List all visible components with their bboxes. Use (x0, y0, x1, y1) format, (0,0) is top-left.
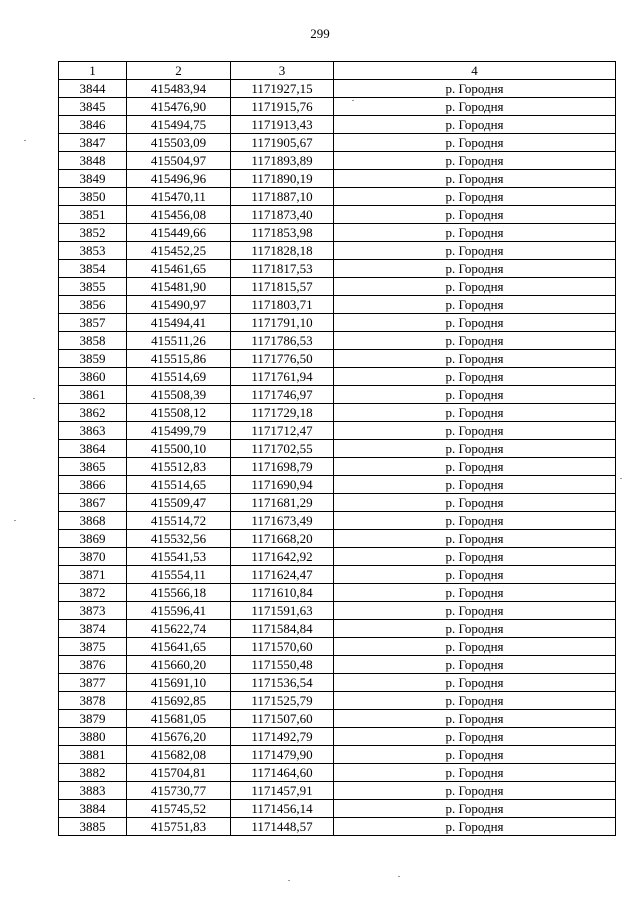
x-coordinate-cell: 415508,12 (127, 404, 231, 422)
y-coordinate-cell: 1171464,60 (231, 764, 334, 782)
description-cell: р. Городня (334, 368, 616, 386)
description-cell: р. Городня (334, 296, 616, 314)
description-cell: р. Городня (334, 674, 616, 692)
table-row (59, 368, 616, 386)
point-number-cell: 3882 (59, 764, 127, 782)
table-row (59, 602, 616, 620)
y-coordinate-cell: 1171456,14 (231, 800, 334, 818)
table-row (59, 422, 616, 440)
table-row (59, 386, 616, 404)
x-coordinate-cell: 415566,18 (127, 584, 231, 602)
x-coordinate-cell: 415514,65 (127, 476, 231, 494)
table-row (59, 746, 616, 764)
table-row (59, 440, 616, 458)
table-row (59, 404, 616, 422)
scan-speck (398, 876, 400, 877)
x-coordinate-cell: 415494,41 (127, 314, 231, 332)
point-number-cell: 3858 (59, 332, 127, 350)
x-coordinate-cell: 415481,90 (127, 278, 231, 296)
x-coordinate-cell: 415532,56 (127, 530, 231, 548)
y-coordinate-cell: 1171525,79 (231, 692, 334, 710)
x-coordinate-cell: 415730,77 (127, 782, 231, 800)
description-cell: р. Городня (334, 692, 616, 710)
point-number-cell: 3864 (59, 440, 127, 458)
y-coordinate-cell: 1171479,90 (231, 746, 334, 764)
point-number-cell: 3850 (59, 188, 127, 206)
table-row (59, 458, 616, 476)
point-number-cell: 3875 (59, 638, 127, 656)
x-coordinate-cell: 415682,08 (127, 746, 231, 764)
point-number-cell: 3873 (59, 602, 127, 620)
x-coordinate-cell: 415622,74 (127, 620, 231, 638)
description-cell: р. Городня (334, 278, 616, 296)
point-number-cell: 3851 (59, 206, 127, 224)
table-body (59, 80, 616, 836)
y-coordinate-cell: 1171786,53 (231, 332, 334, 350)
table-row (59, 512, 616, 530)
y-coordinate-cell: 1171815,57 (231, 278, 334, 296)
point-number-cell: 3853 (59, 242, 127, 260)
y-coordinate-cell: 1171507,60 (231, 710, 334, 728)
table-row (59, 566, 616, 584)
y-coordinate-cell: 1171746,97 (231, 386, 334, 404)
table-row (59, 638, 616, 656)
y-coordinate-cell: 1171673,49 (231, 512, 334, 530)
description-cell: р. Городня (334, 80, 616, 98)
y-coordinate-cell: 1171550,48 (231, 656, 334, 674)
description-cell: р. Городня (334, 494, 616, 512)
y-coordinate-cell: 1171448,57 (231, 818, 334, 836)
x-coordinate-cell: 415503,09 (127, 134, 231, 152)
table-row (59, 350, 616, 368)
y-coordinate-cell: 1171887,10 (231, 188, 334, 206)
x-coordinate-cell: 415745,52 (127, 800, 231, 818)
x-coordinate-cell: 415691,10 (127, 674, 231, 692)
table-row (59, 584, 616, 602)
table-row (59, 296, 616, 314)
point-number-cell: 3869 (59, 530, 127, 548)
y-coordinate-cell: 1171690,94 (231, 476, 334, 494)
point-number-cell: 3854 (59, 260, 127, 278)
scan-speck (33, 398, 35, 399)
description-cell: р. Городня (334, 332, 616, 350)
x-coordinate-cell: 415452,25 (127, 242, 231, 260)
x-coordinate-cell: 415476,90 (127, 98, 231, 116)
description-cell: р. Городня (334, 116, 616, 134)
y-coordinate-cell: 1171828,18 (231, 242, 334, 260)
point-number-cell: 3871 (59, 566, 127, 584)
y-coordinate-cell: 1171915,76 (231, 98, 334, 116)
point-number-cell: 3881 (59, 746, 127, 764)
scan-speck (14, 520, 16, 521)
x-coordinate-cell: 415470,11 (127, 188, 231, 206)
point-number-cell: 3865 (59, 458, 127, 476)
description-cell: р. Городня (334, 224, 616, 242)
scan-speck (352, 100, 354, 101)
y-coordinate-cell: 1171702,55 (231, 440, 334, 458)
table-row (59, 278, 616, 296)
point-number-cell: 3844 (59, 80, 127, 98)
description-cell: р. Городня (334, 512, 616, 530)
scan-speck (288, 880, 290, 881)
x-coordinate-cell: 415554,11 (127, 566, 231, 584)
y-coordinate-cell: 1171492,79 (231, 728, 334, 746)
x-coordinate-cell: 415504,97 (127, 152, 231, 170)
y-coordinate-cell: 1171817,53 (231, 260, 334, 278)
description-cell: р. Городня (334, 530, 616, 548)
table-row (59, 764, 616, 782)
point-number-cell: 3848 (59, 152, 127, 170)
description-cell: р. Городня (334, 656, 616, 674)
point-number-cell: 3867 (59, 494, 127, 512)
x-coordinate-cell: 415704,81 (127, 764, 231, 782)
description-cell: р. Городня (334, 764, 616, 782)
table-row (59, 494, 616, 512)
point-number-cell: 3856 (59, 296, 127, 314)
table-row (59, 800, 616, 818)
description-cell: р. Городня (334, 422, 616, 440)
description-cell: р. Городня (334, 134, 616, 152)
table-row (59, 242, 616, 260)
table-row (59, 476, 616, 494)
description-cell: р. Городня (334, 728, 616, 746)
table-row (59, 818, 616, 836)
description-cell: р. Городня (334, 620, 616, 638)
y-coordinate-cell: 1171698,79 (231, 458, 334, 476)
table-row (59, 728, 616, 746)
description-cell: р. Городня (334, 566, 616, 584)
table-row (59, 98, 616, 116)
y-coordinate-cell: 1171668,20 (231, 530, 334, 548)
y-coordinate-cell: 1171776,50 (231, 350, 334, 368)
table-row (59, 134, 616, 152)
table-row (59, 332, 616, 350)
description-cell: р. Городня (334, 350, 616, 368)
table-row (59, 152, 616, 170)
x-coordinate-cell: 415514,72 (127, 512, 231, 530)
point-number-cell: 3861 (59, 386, 127, 404)
description-cell: р. Городня (334, 710, 616, 728)
table-row (59, 530, 616, 548)
y-coordinate-cell: 1171610,84 (231, 584, 334, 602)
x-coordinate-cell: 415496,96 (127, 170, 231, 188)
description-cell: р. Городня (334, 638, 616, 656)
x-coordinate-cell: 415508,39 (127, 386, 231, 404)
y-coordinate-cell: 1171457,91 (231, 782, 334, 800)
y-coordinate-cell: 1171681,29 (231, 494, 334, 512)
description-cell: р. Городня (334, 206, 616, 224)
description-cell: р. Городня (334, 242, 616, 260)
y-coordinate-cell: 1171591,63 (231, 602, 334, 620)
x-coordinate-cell: 415461,65 (127, 260, 231, 278)
x-coordinate-cell: 415500,10 (127, 440, 231, 458)
description-cell: р. Городня (334, 440, 616, 458)
description-cell: р. Городня (334, 548, 616, 566)
table-row (59, 116, 616, 134)
point-number-cell: 3876 (59, 656, 127, 674)
point-number-cell: 3862 (59, 404, 127, 422)
y-coordinate-cell: 1171893,89 (231, 152, 334, 170)
point-number-cell: 3880 (59, 728, 127, 746)
y-coordinate-cell: 1171791,10 (231, 314, 334, 332)
description-cell: р. Городня (334, 476, 616, 494)
point-number-cell: 3883 (59, 782, 127, 800)
description-cell: р. Городня (334, 404, 616, 422)
x-coordinate-cell: 415511,26 (127, 332, 231, 350)
y-coordinate-cell: 1171642,92 (231, 548, 334, 566)
description-cell: р. Городня (334, 584, 616, 602)
point-number-cell: 3874 (59, 620, 127, 638)
x-coordinate-cell: 415641,65 (127, 638, 231, 656)
description-cell: р. Городня (334, 188, 616, 206)
x-coordinate-cell: 415681,05 (127, 710, 231, 728)
header-row (59, 62, 616, 80)
description-cell: р. Городня (334, 314, 616, 332)
point-number-cell: 3885 (59, 818, 127, 836)
header-cell-3: 3 (231, 62, 334, 80)
x-coordinate-cell: 415751,83 (127, 818, 231, 836)
x-coordinate-cell: 415509,47 (127, 494, 231, 512)
point-number-cell: 3847 (59, 134, 127, 152)
header-cell-4: 4 (334, 62, 616, 80)
y-coordinate-cell: 1171853,98 (231, 224, 334, 242)
table-row (59, 80, 616, 98)
description-cell: р. Городня (334, 170, 616, 188)
description-cell: р. Городня (334, 800, 616, 818)
table-row (59, 710, 616, 728)
coordinates-table (58, 61, 616, 836)
point-number-cell: 3879 (59, 710, 127, 728)
point-number-cell: 3872 (59, 584, 127, 602)
y-coordinate-cell: 1171584,84 (231, 620, 334, 638)
x-coordinate-cell: 415494,75 (127, 116, 231, 134)
description-cell: р. Городня (334, 260, 616, 278)
point-number-cell: 3878 (59, 692, 127, 710)
description-cell: р. Городня (334, 818, 616, 836)
y-coordinate-cell: 1171913,43 (231, 116, 334, 134)
point-number-cell: 3845 (59, 98, 127, 116)
y-coordinate-cell: 1171729,18 (231, 404, 334, 422)
point-number-cell: 3855 (59, 278, 127, 296)
description-cell: р. Городня (334, 782, 616, 800)
table-row (59, 656, 616, 674)
table-row (59, 692, 616, 710)
header-cell-1: 1 (59, 62, 127, 80)
table-row (59, 260, 616, 278)
y-coordinate-cell: 1171905,67 (231, 134, 334, 152)
point-number-cell: 3884 (59, 800, 127, 818)
table-row (59, 206, 616, 224)
table-row (59, 170, 616, 188)
y-coordinate-cell: 1171712,47 (231, 422, 334, 440)
description-cell: р. Городня (334, 98, 616, 116)
x-coordinate-cell: 415692,85 (127, 692, 231, 710)
x-coordinate-cell: 415676,20 (127, 728, 231, 746)
header-cell-2: 2 (127, 62, 231, 80)
x-coordinate-cell: 415456,08 (127, 206, 231, 224)
description-cell: р. Городня (334, 458, 616, 476)
x-coordinate-cell: 415541,53 (127, 548, 231, 566)
table-row (59, 188, 616, 206)
x-coordinate-cell: 415596,41 (127, 602, 231, 620)
table-row (59, 674, 616, 692)
point-number-cell: 3863 (59, 422, 127, 440)
point-number-cell: 3866 (59, 476, 127, 494)
point-number-cell: 3846 (59, 116, 127, 134)
y-coordinate-cell: 1171890,19 (231, 170, 334, 188)
point-number-cell: 3868 (59, 512, 127, 530)
page-number: 299 (310, 26, 330, 41)
table-row (59, 224, 616, 242)
description-cell: р. Городня (334, 386, 616, 404)
point-number-cell: 3857 (59, 314, 127, 332)
point-number-cell: 3870 (59, 548, 127, 566)
point-number-cell: 3849 (59, 170, 127, 188)
x-coordinate-cell: 415660,20 (127, 656, 231, 674)
scan-speck (24, 140, 26, 141)
point-number-cell: 3852 (59, 224, 127, 242)
scan-speck (620, 478, 622, 479)
y-coordinate-cell: 1171570,60 (231, 638, 334, 656)
table-row (59, 548, 616, 566)
x-coordinate-cell: 415499,79 (127, 422, 231, 440)
y-coordinate-cell: 1171536,54 (231, 674, 334, 692)
y-coordinate-cell: 1171803,71 (231, 296, 334, 314)
x-coordinate-cell: 415514,69 (127, 368, 231, 386)
x-coordinate-cell: 415483,94 (127, 80, 231, 98)
table-row (59, 782, 616, 800)
point-number-cell: 3860 (59, 368, 127, 386)
y-coordinate-cell: 1171927,15 (231, 80, 334, 98)
x-coordinate-cell: 415515,86 (127, 350, 231, 368)
x-coordinate-cell: 415512,83 (127, 458, 231, 476)
table-row (59, 620, 616, 638)
table-row (59, 314, 616, 332)
y-coordinate-cell: 1171624,47 (231, 566, 334, 584)
point-number-cell: 3859 (59, 350, 127, 368)
description-cell: р. Городня (334, 746, 616, 764)
y-coordinate-cell: 1171761,94 (231, 368, 334, 386)
x-coordinate-cell: 415449,66 (127, 224, 231, 242)
table-header (59, 62, 616, 80)
description-cell: р. Городня (334, 152, 616, 170)
point-number-cell: 3877 (59, 674, 127, 692)
x-coordinate-cell: 415490,97 (127, 296, 231, 314)
y-coordinate-cell: 1171873,40 (231, 206, 334, 224)
description-cell: р. Городня (334, 602, 616, 620)
